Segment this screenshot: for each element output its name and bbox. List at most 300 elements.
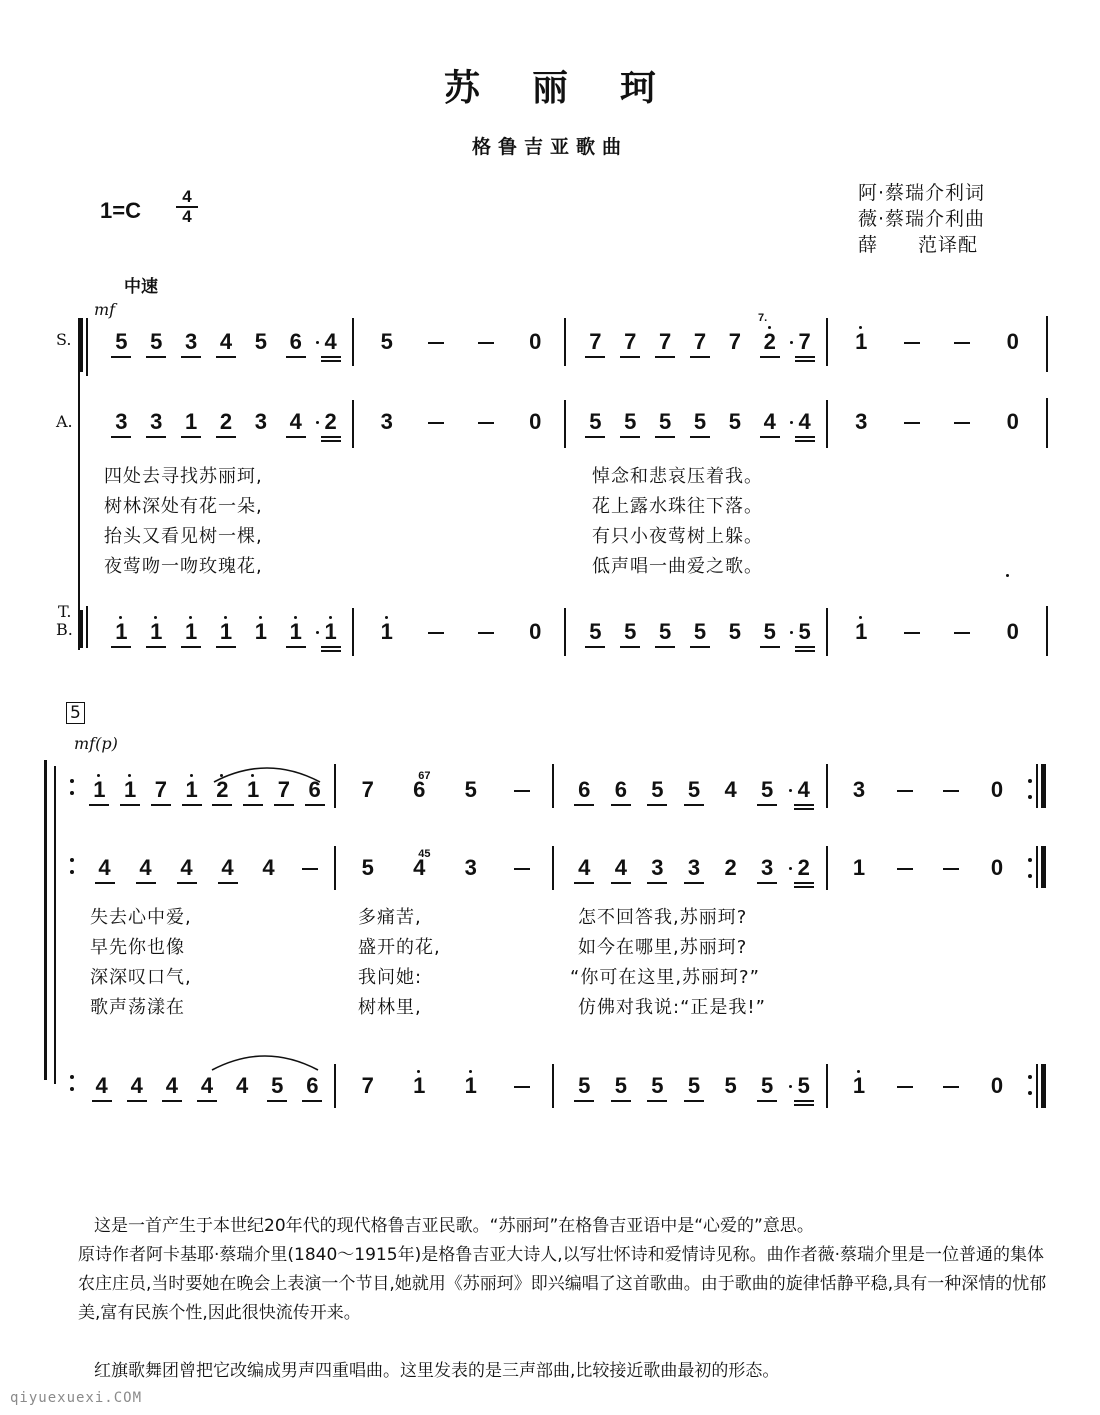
repeat-end-thin-s [1036, 764, 1038, 808]
note-1: 1 [185, 619, 198, 644]
barline [352, 400, 354, 448]
barline [334, 1064, 336, 1108]
note-5: 5 [761, 777, 774, 802]
barline [826, 846, 828, 890]
underline-beam [574, 1100, 594, 1102]
note-3: 3 [852, 777, 866, 802]
note-4: 4 [98, 855, 111, 880]
underline-beam [181, 356, 201, 358]
lyric-s1-right-3: 有只小夜莺树上躲。 [592, 526, 763, 547]
grace-note: 45 [418, 848, 431, 860]
extension-dash [954, 422, 970, 424]
underline-beam [305, 804, 325, 806]
repeat-end-dot [1028, 1091, 1032, 1095]
note-7: 7 [798, 329, 811, 354]
note-0: 0 [990, 855, 1004, 880]
lyric-s2-b-1: 多痛苦, [358, 907, 422, 928]
system-1-end-barline-a [1046, 398, 1048, 448]
system-1-tb-left-barline [86, 606, 88, 648]
note-3: 3 [380, 409, 393, 434]
note-0: 0 [990, 1073, 1004, 1098]
note-4: 4 [724, 777, 737, 802]
underline-beam [286, 356, 306, 358]
note-2: 2 [763, 329, 776, 354]
underline-beam [794, 808, 814, 810]
extension-dash [514, 1086, 530, 1088]
note-3: 3 [464, 855, 477, 880]
grace-note: 67 [418, 770, 431, 782]
underline-beam [795, 650, 815, 652]
lyric-s1-left-2: 树林深处有花一朵, [104, 496, 263, 517]
extension-dash [428, 342, 444, 344]
underline-beam [794, 1104, 814, 1106]
note-4: 4 [180, 855, 193, 880]
note-7: 7 [728, 329, 741, 354]
note-0: 0 [1006, 619, 1019, 644]
underline-beam [757, 882, 777, 884]
extension-dash [478, 632, 494, 634]
repeat-start-dot [70, 858, 74, 862]
note-1: 1 [855, 329, 868, 354]
system-1-left-barline [86, 318, 88, 376]
note-1: 1 [855, 619, 868, 644]
barline [334, 764, 336, 808]
note-5: 5 [728, 409, 741, 434]
note-6: 6 [578, 777, 591, 802]
note-7: 7 [154, 777, 167, 802]
barline [564, 400, 566, 448]
underline-beam [760, 356, 780, 358]
note-5: 5 [361, 855, 374, 880]
extension-dash [943, 790, 959, 792]
underline-beam [611, 804, 631, 806]
underline-beam [216, 646, 236, 648]
underline-beam [286, 646, 306, 648]
lyric-s1-right-2: 花上露水珠往下落。 [592, 496, 763, 517]
extension-dash [897, 868, 913, 870]
underline-beam [611, 1100, 631, 1102]
slur-system-2-tb [210, 1048, 320, 1072]
underline-beam [794, 882, 814, 884]
underline-beam [146, 436, 166, 438]
note-5: 5 [589, 409, 602, 434]
barline [552, 846, 554, 890]
barline [334, 846, 336, 890]
octave-dot [259, 616, 262, 619]
note-1: 1 [254, 619, 267, 644]
octave-dot [329, 616, 332, 619]
note-2: 2 [324, 409, 337, 434]
note-2: 2 [219, 409, 233, 434]
underline-beam [321, 646, 341, 648]
note-2: 2 [724, 855, 737, 880]
note-4: 4 [236, 1073, 249, 1098]
extension-dash [954, 342, 970, 344]
underline-beam [146, 646, 166, 648]
note-5: 5 [693, 409, 707, 434]
note-0: 0 [529, 619, 542, 644]
note-1: 1 [464, 1073, 477, 1098]
lyric-s1-left-4: 夜莺吻一吻玫瑰花, [104, 556, 263, 577]
underline-beam [197, 1100, 217, 1102]
note-5: 5 [464, 777, 477, 802]
underline-beam [177, 882, 197, 884]
extension-dash [904, 632, 920, 634]
extension-dash [897, 1086, 913, 1088]
underline-beam [92, 1100, 112, 1102]
note-7: 7 [659, 329, 672, 354]
underline-beam [302, 1100, 322, 1102]
underline-beam [795, 440, 815, 442]
note-1: 1 [219, 619, 233, 644]
repeat-start-dot [70, 779, 74, 783]
extension-dash [954, 632, 970, 634]
note-1: 1 [413, 1073, 426, 1098]
repeat-start-dot [70, 791, 74, 795]
note-1: 1 [852, 855, 866, 880]
note-5: 5 [761, 1073, 774, 1098]
note-1: 1 [124, 777, 137, 802]
augmentation-dot [789, 867, 792, 870]
underline-beam [212, 804, 232, 806]
note-2: 2 [216, 777, 229, 802]
note-5: 5 [797, 1073, 810, 1098]
octave-dot [224, 616, 227, 619]
note-3: 3 [687, 855, 701, 880]
extension-dash [904, 422, 920, 424]
extension-dash [943, 868, 959, 870]
underline-beam [757, 1100, 777, 1102]
tenor-label: T. [58, 602, 72, 621]
note-0: 0 [529, 409, 542, 434]
underline-beam [95, 882, 115, 884]
lyric-s2-a-1: 失去心中爱, [90, 907, 192, 928]
extension-dash [302, 868, 318, 870]
octave-dot [294, 616, 297, 619]
underline-beam [795, 646, 815, 648]
underline-beam [111, 436, 131, 438]
system-1-sa-bracket [78, 318, 83, 372]
note-6: 6 [413, 777, 426, 802]
note-1: 1 [852, 1073, 866, 1098]
barline [826, 318, 828, 366]
underline-beam [620, 356, 640, 358]
underline-beam [216, 436, 236, 438]
barline [826, 764, 828, 808]
underline-beam [585, 356, 605, 358]
underline-beam [111, 356, 131, 358]
note-5: 5 [763, 619, 776, 644]
note-3: 3 [651, 855, 664, 880]
barline [826, 1064, 828, 1108]
time-signature-top: 4 [176, 188, 198, 208]
underline-beam [795, 436, 815, 438]
underline-beam [757, 804, 777, 806]
translator-credit: 薛 范译配 [858, 234, 979, 256]
repeat-end-thick-tb [1041, 1064, 1046, 1108]
underline-beam [286, 436, 306, 438]
note-3: 3 [855, 409, 868, 434]
note-7: 7 [589, 329, 602, 354]
barline [826, 608, 828, 656]
time-signature [176, 188, 198, 226]
note-4: 4 [139, 855, 152, 880]
underline-beam [216, 356, 236, 358]
extension-dash [428, 422, 444, 424]
repeat-end-dot [1028, 1075, 1032, 1079]
lyric-s2-b-3: 我问她: [358, 967, 423, 988]
barline [352, 608, 354, 656]
note-4: 4 [289, 409, 302, 434]
system-2-left-barline [54, 766, 56, 1084]
note-5: 5 [624, 619, 637, 644]
note-4: 4 [763, 409, 776, 434]
repeat-end-thin-tb [1036, 1064, 1038, 1108]
lyric-s1-right-1: 悼念和悲哀压着我。 [592, 466, 763, 487]
repeat-end-thin-a [1036, 846, 1038, 888]
lyric-s2-b-4: 树林里, [358, 997, 422, 1018]
system-1-brace-line [78, 372, 80, 650]
note-7: 7 [361, 1073, 374, 1098]
underline-beam [655, 436, 675, 438]
note-4: 4 [797, 777, 810, 802]
system-1-tb-bracket [78, 610, 83, 648]
barline [564, 608, 566, 656]
system-1-stray-mark [1006, 574, 1009, 577]
system-2-bracket [44, 760, 47, 1080]
lyric-s2-a-2: 早先你也像 [90, 937, 185, 958]
system-1-end-barline-s [1046, 316, 1048, 372]
extension-dash [478, 422, 494, 424]
note-5: 5 [380, 329, 393, 354]
augmentation-dot [316, 631, 319, 634]
note-5: 5 [687, 1073, 701, 1098]
underline-beam [182, 804, 202, 806]
note-3: 3 [761, 855, 774, 880]
note-0: 0 [990, 777, 1004, 802]
augmentation-dot [789, 1085, 792, 1088]
augmentation-dot [316, 421, 319, 424]
note-5: 5 [687, 777, 701, 802]
extension-dash [514, 868, 530, 870]
note-1: 1 [289, 619, 302, 644]
underline-beam [181, 646, 201, 648]
note-1: 1 [247, 777, 260, 802]
note-1: 1 [324, 619, 337, 644]
underline-beam [321, 360, 341, 362]
underline-beam [151, 804, 171, 806]
extension-dash [514, 790, 530, 792]
note-7: 7 [361, 777, 374, 802]
note-5: 5 [724, 1073, 737, 1098]
note-3: 3 [254, 409, 267, 434]
soprano-label: S. [56, 330, 72, 349]
note-paragraph-2: 原诗作者阿卡基耶·蔡瑞介里(1840～1915年)是格鲁吉亚大诗人,以写壮怀诗和爱情诗见称。曲作者薇·蔡瑞介里是一位普通的集体农庄庄员,当时要她在晚会上表演一个节目,她就用《苏丽珂》即兴编唱了这首歌曲。由于歌曲的旋律恬静平稳,具有一种深情的忧郁美,富有民族个性,因此很快流传开来。 [78, 1245, 1047, 1323]
repeat-start-dot [70, 870, 74, 874]
note-5: 5 [150, 329, 163, 354]
underline-beam [647, 1100, 667, 1102]
underline-beam [321, 436, 341, 438]
lyric-s2-b-2: 盛开的花, [358, 937, 441, 958]
dynamic-marking-2: mf(p) [74, 734, 118, 753]
note-4: 4 [578, 855, 591, 880]
note-paragraph-3: 红旗歌舞团曾把它改编成男声四重唱曲。这里发表的是三声部曲,比较接近歌曲最初的形态。 [94, 1361, 780, 1381]
underline-beam [321, 440, 341, 442]
underline-beam [321, 356, 341, 358]
note-4: 4 [324, 329, 337, 354]
lyric-s2-c-4: 仿佛对我说:“正是我!” [578, 997, 766, 1018]
dynamic-marking-1: mf [94, 300, 116, 319]
grace-note-7: 7. [758, 312, 768, 324]
note-7: 7 [277, 777, 290, 802]
barline [564, 318, 566, 366]
bass-label: B. [56, 620, 73, 639]
octave-dot [385, 616, 388, 619]
underline-beam [574, 882, 594, 884]
underline-beam [585, 436, 605, 438]
extension-dash [428, 632, 444, 634]
note-4: 4 [413, 855, 426, 880]
octave-dot [857, 1070, 860, 1073]
augmentation-dot [790, 341, 793, 344]
note-4: 4 [95, 1073, 108, 1098]
augmentation-dot [789, 789, 792, 792]
note-4: 4 [798, 409, 811, 434]
repeat-end-dot [1028, 795, 1032, 799]
extension-dash [478, 342, 494, 344]
underline-beam [620, 646, 640, 648]
note-5: 5 [798, 619, 811, 644]
extension-dash [904, 342, 920, 344]
underline-beam [684, 1100, 704, 1102]
underline-beam [620, 436, 640, 438]
note-5: 5 [115, 329, 128, 354]
repeat-end-dot [1028, 779, 1032, 783]
underline-beam [181, 436, 201, 438]
extension-dash [897, 790, 913, 792]
composer-credit: 薇·蔡瑞介利曲 [858, 208, 986, 230]
note-5: 5 [728, 619, 741, 644]
underline-beam [574, 804, 594, 806]
note-6: 6 [308, 777, 321, 802]
barline [352, 318, 354, 366]
octave-dot [469, 1070, 472, 1073]
song-title: 苏丽珂 [443, 68, 708, 109]
note-0: 0 [529, 329, 542, 354]
underline-beam [655, 646, 675, 648]
augmentation-dot [316, 341, 319, 344]
lyric-s2-a-3: 深深叹口气, [90, 967, 192, 988]
lyric-s2-a-4: 歌声荡漾在 [90, 997, 185, 1018]
note-3: 3 [150, 409, 163, 434]
note-2: 2 [797, 855, 810, 880]
note-5: 5 [659, 409, 672, 434]
note-3: 3 [185, 329, 198, 354]
note-paragraph-1: 这是一首产生于本世纪20年代的现代格鲁吉亚民歌。“苏丽珂”在格鲁吉亚语中是“心爱的”意思。 [94, 1216, 814, 1236]
lyric-s2-c-3: “你可在这里,苏丽珂?” [570, 967, 760, 988]
note-1: 1 [115, 619, 128, 644]
underline-beam [267, 1100, 287, 1102]
underline-beam [146, 356, 166, 358]
extension-dash [943, 1086, 959, 1088]
note-6: 6 [289, 329, 302, 354]
augmentation-dot [790, 421, 793, 424]
lyric-s2-c-1: 怎不回答我,苏丽珂? [578, 907, 748, 928]
octave-dot [190, 774, 193, 777]
lyric-s1-right-4: 低声唱一曲爱之歌。 [592, 556, 763, 577]
note-6: 6 [614, 777, 627, 802]
note-3: 3 [115, 409, 128, 434]
underline-beam [127, 1100, 147, 1102]
lyric-s1-left-1: 四处去寻找苏丽珂, [104, 466, 263, 487]
underline-beam [794, 804, 814, 806]
underline-beam [647, 804, 667, 806]
note-7: 7 [624, 329, 637, 354]
barline [552, 1064, 554, 1108]
note-0: 0 [1006, 329, 1019, 354]
note-5: 5 [693, 619, 707, 644]
underline-beam [690, 646, 710, 648]
underline-beam [243, 804, 263, 806]
system-1-end-barline-tb [1046, 606, 1048, 656]
repeat-start-dot [70, 1075, 74, 1079]
underline-beam [162, 1100, 182, 1102]
note-1: 1 [185, 777, 198, 802]
note-5: 5 [589, 619, 602, 644]
note-1: 1 [185, 409, 198, 434]
underline-beam [611, 882, 631, 884]
song-subtitle: 格鲁吉亚歌曲 [471, 136, 628, 158]
note-4: 4 [200, 1073, 214, 1098]
underline-beam [794, 886, 814, 888]
underline-beam [684, 804, 704, 806]
time-signature-bottom: 4 [182, 207, 192, 226]
note-0: 0 [1006, 409, 1019, 434]
note-5: 5 [614, 1073, 627, 1098]
underline-beam [585, 646, 605, 648]
rehearsal-mark-5: 5 [66, 702, 85, 724]
alto-label: A. [56, 412, 73, 431]
underline-beam [136, 882, 156, 884]
note-4: 4 [614, 855, 627, 880]
repeat-start-dot [70, 1087, 74, 1091]
note-1: 1 [150, 619, 163, 644]
underline-beam [218, 882, 238, 884]
lyric-s1-left-3: 抬头又看见树一棵, [104, 526, 263, 547]
repeat-end-thick-a [1041, 846, 1046, 888]
underline-beam [760, 646, 780, 648]
note-5: 5 [254, 329, 267, 354]
note-5: 5 [651, 777, 664, 802]
underline-beam [684, 882, 704, 884]
underline-beam [321, 650, 341, 652]
underline-beam [111, 646, 131, 648]
note-4: 4 [262, 855, 275, 880]
underline-beam [274, 804, 294, 806]
note-1: 1 [93, 777, 106, 802]
repeat-end-thick-s [1041, 764, 1046, 808]
underline-beam [795, 356, 815, 358]
note-7: 7 [693, 329, 707, 354]
underline-beam [120, 804, 140, 806]
underline-beam [794, 1100, 814, 1102]
note-4: 4 [130, 1073, 143, 1098]
note-5: 5 [271, 1073, 284, 1098]
repeat-end-dot [1028, 874, 1032, 878]
tempo-marking: 中速 [124, 277, 158, 297]
underline-beam [795, 360, 815, 362]
underline-beam [89, 804, 109, 806]
